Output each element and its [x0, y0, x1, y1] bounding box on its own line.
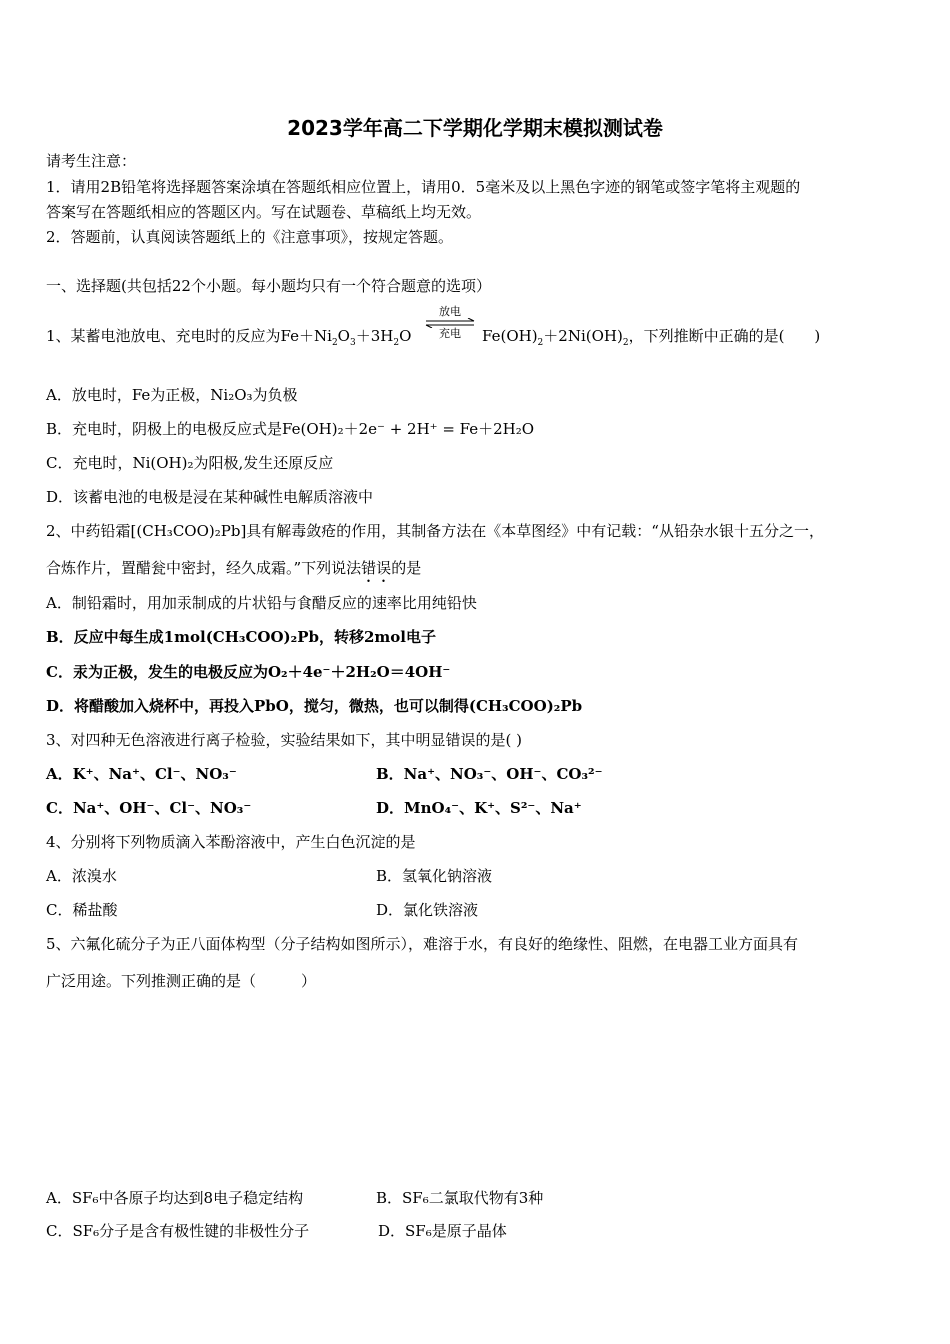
- q2-option-c: C．汞为正极，发生的电极反应为O₂＋4e⁻＋2H₂O＝4OH⁻: [46, 663, 451, 681]
- q5-option-a: A．SF₆中各原子均达到8电子稳定结构: [46, 1189, 304, 1207]
- notice-item-1-line-2: 答案写在答题纸相应的答题区内。写在试题卷、草稿纸上均无效。: [46, 203, 482, 221]
- notice-item-1-line-1: 1．请用2B铅笔将选择题答案涂填在答题纸相应位置上，请用0．5毫米及以上黑色字迹的钢笔或签字笔将主观题的: [46, 178, 801, 196]
- q5-option-b: B．SF₆二氯取代物有3种: [376, 1189, 544, 1207]
- q1-option-b: B．充电时，阴极上的电极反应式是Fe(OH)₂＋2e⁻ + 2H⁺ = Fe＋2H₂O: [46, 420, 535, 438]
- q2-line-2-pre: 合炼作片，置醋瓮中密封，经久成霜。”下列说法: [46, 559, 362, 577]
- q1-stem-pre: 1、某蓄电池放电、充电时的反应为Fe＋Ni: [46, 327, 332, 345]
- q3-option-a: A．K⁺、Na⁺、Cl⁻、NO₃⁻: [46, 765, 237, 783]
- q2-option-b: B．反应中每生成1mol(CH₃COO)₂Pb，转移2mol电子: [46, 628, 436, 646]
- q1-stem: 1、某蓄电池放电、充电时的反应为$Fe+Ni_2O_3+3H_2O$: [46, 327, 412, 348]
- q2-line-2: [46, 558, 421, 586]
- q2-line-2-post: 的是: [391, 559, 422, 577]
- section-heading: 一、选择题(共包括22个小题。每小题均只有一个符合题意的选项）: [46, 277, 491, 295]
- notice-item-2: 2．答题前，认真阅读答题纸上的《注意事项》，按规定答题。: [46, 228, 454, 246]
- q3-option-b: B．Na⁺、NO₃⁻、OH⁻、CO₃²⁻: [376, 765, 603, 783]
- q4-option-a: A．浓溴水: [46, 867, 117, 885]
- q4-option-c: C．稀盐酸: [46, 901, 118, 919]
- q3-option-d: D．MnO₄⁻、K⁺、S²⁻、Na⁺: [376, 799, 582, 817]
- arrow-label-charge: 充电: [439, 327, 461, 340]
- q3-option-c: C．Na⁺、OH⁻、Cl⁻、NO₃⁻: [46, 799, 252, 817]
- q4-option-d: D．氯化铁溶液: [376, 901, 479, 919]
- q5-option-c: C．SF₆分子是含有极性键的非极性分子: [46, 1222, 310, 1240]
- q2-emphasis-word: 错误: [361, 559, 392, 577]
- page-title: 2023学年高二下学期化学期末模拟测试卷: [287, 116, 663, 140]
- arrow-label-discharge: 放电: [439, 305, 461, 318]
- q1-stem-products: $Fe(OH)_2+2Ni(OH)_2$，下列推断中正确的是( ): [482, 327, 821, 348]
- q5-line-1: 5、六氟化硫分子为正八面体构型（分子结构如图所示），难溶于水，有良好的绝缘性、阻燃，在电器工业方面具有: [46, 935, 799, 953]
- q2-option-d: D．将醋酸加入烧杯中，再投入PbO，搅匀，微热，也可以制得(CH₃COO)₂Pb: [46, 697, 583, 715]
- q4-stem: 4、分别将下列物质滴入苯酚溶液中，产生白色沉淀的是: [46, 833, 416, 851]
- q1-option-a: A．放电时，Fe为正极，Ni₂O₃为负极: [46, 386, 298, 404]
- q1-stem-post: ，下列推断中正确的是( ): [628, 327, 821, 345]
- q1-option-c: C．充电时，Ni(OH)₂为阳极,发生还原反应: [46, 454, 334, 472]
- notice-heading: 请考生注意：: [46, 152, 137, 170]
- q2-option-a: A．制铅霜时，用加汞制成的片状铅与食醋反应的速率比用纯铅快: [46, 594, 477, 612]
- reversible-arrow: [424, 305, 476, 341]
- q1-option-d: D．该蓄电池的电极是浸在某种碱性电解质溶液中: [46, 488, 374, 506]
- q3-stem: 3、对四种无色溶液进行离子检验，实验结果如下，其中明显错误的是( ): [46, 731, 523, 749]
- q4-option-b: B．氢氧化钠溶液: [376, 867, 493, 885]
- q2-line-1: 2、中药铅霜[(CH₃COO)₂Pb]具有解毒敛疮的作用，其制备方法在《本草图经》中有记载：“从铅杂水银十五分之一，: [46, 522, 824, 540]
- q5-option-d: D．SF₆是原子晶体: [378, 1222, 507, 1240]
- q5-line-2: 广泛用途。下列推测正确的是（ ）: [46, 972, 317, 990]
